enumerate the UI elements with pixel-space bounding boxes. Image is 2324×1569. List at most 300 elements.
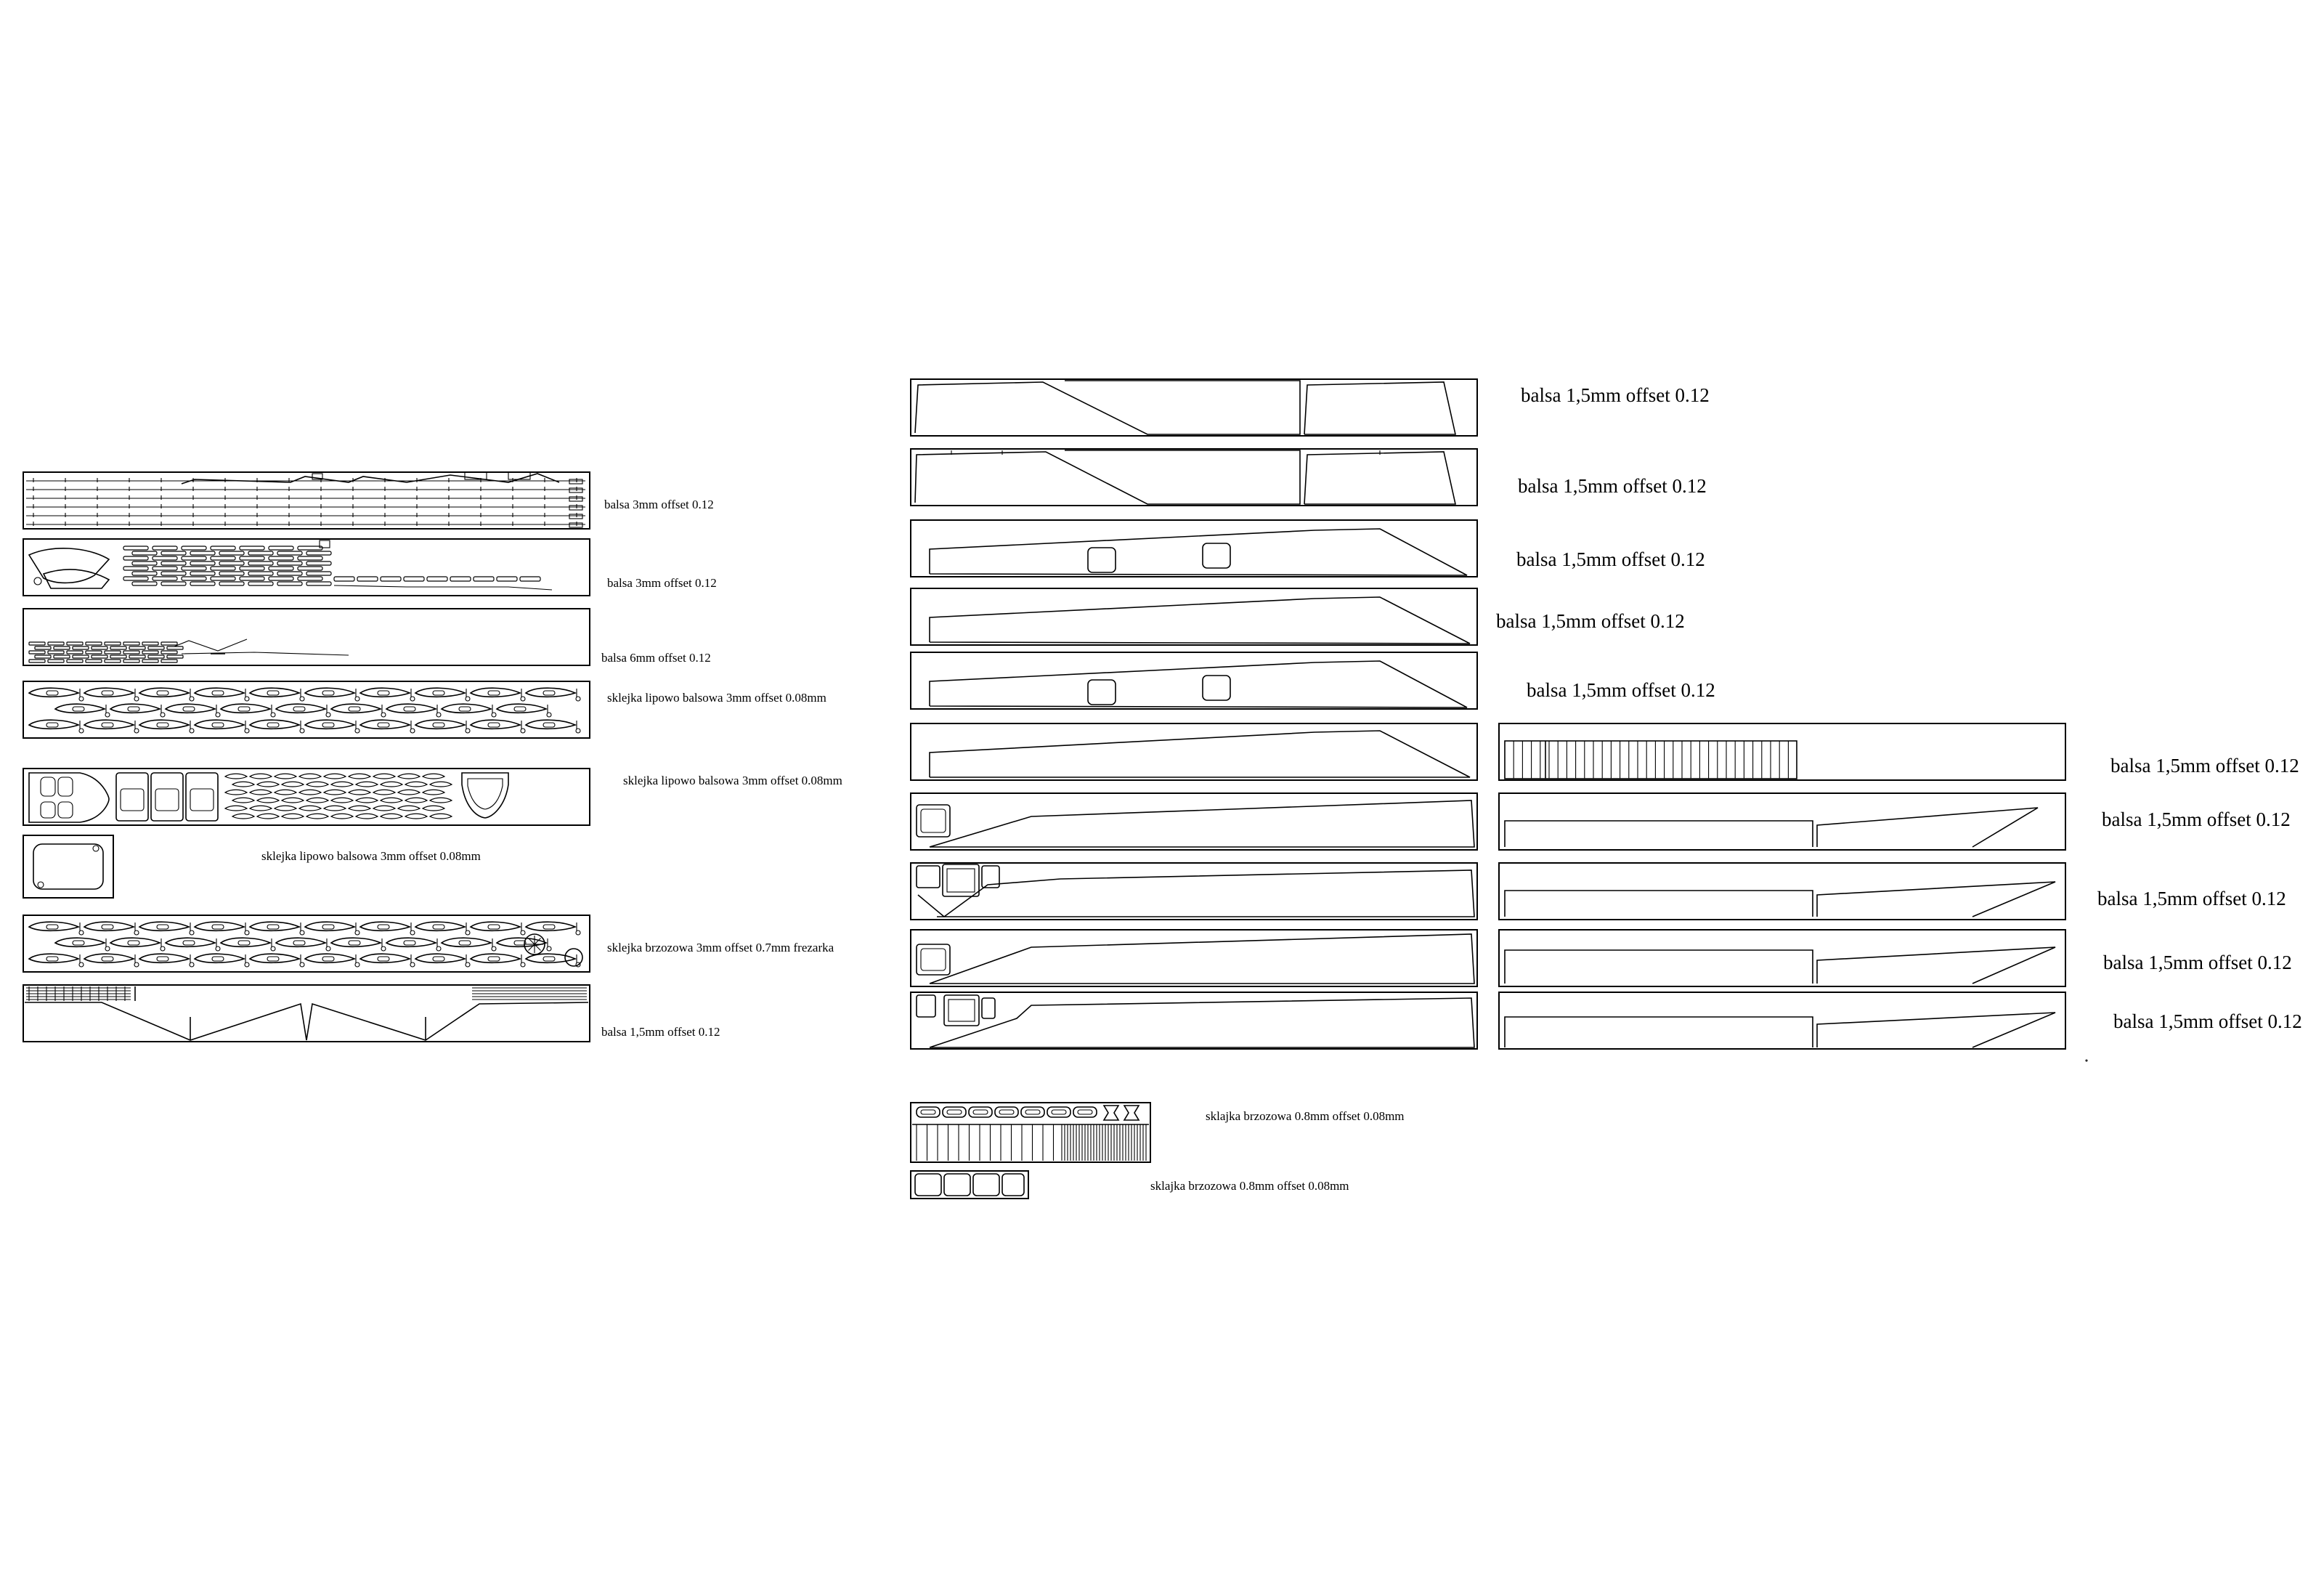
cut-line [576,697,580,701]
cut-line [381,814,402,819]
cut-line [306,572,331,575]
cut-line [67,642,83,645]
cut-line [299,774,321,779]
cut-line [250,774,272,779]
cut-line [331,814,353,819]
cut-line [373,806,395,811]
cut-line [161,651,177,654]
cut-line [450,577,471,581]
cut-line [326,946,330,951]
cut-line [995,1107,1018,1117]
cut-line [238,707,250,711]
birch-parts [29,922,582,967]
cut-line [275,790,296,795]
cut-line [404,941,415,945]
balsa-6mm-parts [29,639,349,662]
plywood-parts-1 [29,688,580,733]
cut-line [73,941,84,945]
cut-line [306,561,331,565]
cut-line [331,798,353,803]
cut-line [190,551,215,555]
cut-line [277,551,302,555]
cut-line [153,567,177,570]
cut-line [67,651,83,654]
cut-line [116,773,148,821]
cut-line [306,814,328,819]
cut-line [161,561,186,565]
cut-line [356,798,378,803]
cut-line [355,931,359,935]
cut-line [324,806,346,811]
sheet-balsa-r3 [1499,863,2065,920]
cut-line [250,790,272,795]
cut-line [306,782,328,787]
cut-line [378,957,389,961]
cut-line [79,697,84,701]
cut-line [155,789,179,811]
cut-line [123,556,148,560]
cut-line [521,697,525,701]
cut-line [92,655,107,658]
cut-line [132,561,157,565]
cut-line [973,1110,988,1114]
cut-line [299,806,321,811]
cut-line [267,957,279,961]
cut-line [128,707,139,711]
cut-line [211,556,235,560]
cut-line [190,729,194,733]
cut-line [373,774,395,779]
cut-line [355,697,359,701]
cut-line [378,723,389,727]
label-sheet-6: sklejka lipowo balsowa 3mm offset 0.08mm [261,849,481,863]
cut-line [105,651,121,654]
cut-line [161,582,186,585]
sheet-balsa-m2 [911,449,1477,506]
cut-line [466,697,470,701]
cut-line [322,957,334,961]
cut-line [190,931,194,935]
cut-line [190,572,215,575]
cut-line [430,798,452,803]
label-r3: balsa 1,5mm offset 0.12 [2097,888,2286,909]
label-m1: balsa 1,5mm offset 0.12 [1521,384,1710,406]
sheet-balsa-m4 [911,588,1477,645]
cut-line [161,642,177,645]
cut-line [405,814,427,819]
cut-line [105,642,121,645]
cut-line [1078,1110,1092,1114]
cut-line [282,798,304,803]
cut-line [248,582,273,585]
cut-line [306,798,328,803]
sheet-plywood-lime-balsa-2 [23,769,590,825]
sheet-balsa-m6 [911,723,1477,780]
cut-line [29,642,45,645]
cut-line [569,523,582,527]
cut-line [277,561,302,565]
cut-line [433,691,444,695]
cut-line [105,713,110,717]
cut-line [275,806,296,811]
cut-line [102,691,113,695]
cut-line [54,655,70,658]
cut-line [521,729,525,733]
label-sheet-2: balsa 3mm offset 0.12 [607,576,717,590]
cut-line [41,777,55,796]
cut-line [521,931,525,935]
cut-line [468,779,503,809]
cut-line [29,548,109,583]
cut-line [123,546,148,550]
cut-line [267,723,279,727]
cut-line [123,567,148,570]
cut-line [514,707,526,711]
cut-line [423,790,444,795]
cut-line [298,546,322,550]
cut-line [521,962,525,967]
cut-line [86,642,102,645]
cut-line [54,646,70,649]
cut-line [355,962,359,967]
cut-line [322,925,334,929]
label-r1: balsa 1,5mm offset 0.12 [2110,755,2299,777]
stray-point [2086,1060,2087,1061]
cut-line [356,814,378,819]
cut-line [250,806,272,811]
cut-line [142,642,158,645]
cut-line [183,707,195,711]
slat-parts [1505,741,1797,779]
cut-line [238,941,250,945]
cut-line [267,691,279,695]
cut-line [132,551,157,555]
cut-line [269,567,293,570]
cut-line [123,642,139,645]
cut-line [73,646,89,649]
cut-line [216,713,220,717]
sheet-birch-0-8mm-1 [911,1103,1150,1162]
birch-thin-parts [912,1106,1149,1161]
cut-line [427,577,447,581]
cut-line [58,802,73,818]
cut-line [459,941,471,945]
sheet-balsa-m3 [911,520,1477,577]
cut-line [404,707,415,711]
cut-line [219,561,244,565]
cut-line [349,774,370,779]
sheet-balsa-m1 [911,379,1477,436]
cut-line [92,646,107,649]
cut-line [48,642,64,645]
cut-line [269,577,293,580]
label-b1: sklajka brzozowa 0.8mm offset 0.08mm [1206,1109,1405,1123]
cut-line [248,561,273,565]
cut-line [423,806,444,811]
cut-line [29,660,45,662]
cut-line [182,556,206,560]
cut-line [110,655,126,658]
cut-line [349,790,370,795]
cut-line [381,946,386,951]
sheet-plywood-lime-balsa-1 [23,681,590,738]
cut-line [436,713,441,717]
label-sheet-4: sklejka lipowo balsowa 3mm offset 0.08mm [607,691,826,705]
cut-line [334,577,354,581]
cut-line [356,782,378,787]
cut-line [410,962,415,967]
cut-line [67,660,83,662]
cut-line [293,707,305,711]
cut-line [161,660,177,662]
label-r5: balsa 1,5mm offset 0.12 [2113,1010,2302,1032]
cut-line [433,925,444,929]
cut-line [219,582,244,585]
label-m5: balsa 1,5mm offset 0.12 [1527,679,1715,701]
cut-line [257,814,279,819]
cut-line [405,782,427,787]
cut-line [142,651,158,654]
cut-line [569,488,582,492]
cut-line [1104,1106,1118,1120]
sheet-balsa-r2 [1499,793,2065,850]
cut-line [576,729,580,733]
balsa-wing-parts [26,986,587,1001]
cut-line [349,707,360,711]
cut-line [245,729,249,733]
label-r2: balsa 1,5mm offset 0.12 [2102,808,2291,830]
cut-line [48,651,64,654]
cut-line [245,931,249,935]
cut-line [182,546,206,550]
label-sheet-8: balsa 1,5mm offset 0.12 [601,1025,720,1039]
cut-line [1124,1106,1139,1120]
cut-line [1021,1107,1044,1117]
cut-line [73,707,84,711]
cut-line [142,660,158,662]
cut-line [459,707,471,711]
cut-line [378,691,389,695]
cut-line [404,577,424,581]
cut-line [58,777,73,796]
cut-line [212,691,224,695]
cut-line [102,925,113,929]
cut-line [969,1107,992,1117]
cut-line [282,782,304,787]
cut-line [543,691,555,695]
cut-line [1073,1107,1097,1117]
cut-line [466,931,470,935]
cut-line [1052,1110,1066,1114]
cut-line [324,774,346,779]
cut-line [79,962,84,967]
cut-line [134,729,139,733]
sheet-birch-plywood-3mm [23,915,590,972]
cut-line [410,931,415,935]
cut-line [225,774,247,779]
cut-line [569,506,582,510]
cut-line [326,713,330,717]
sheet-balsa-6mm [23,609,590,665]
cut-line [547,713,551,717]
cut-line [123,660,139,662]
cut-line [324,790,346,795]
cut-line [153,577,177,580]
cut-line [183,941,195,945]
cut-line [86,660,102,662]
cut-line [331,782,353,787]
cut-line [245,697,249,701]
cut-line [378,925,389,929]
cut-line [508,472,530,479]
cut-line [157,925,168,929]
cut-line [212,925,224,929]
cut-line [46,957,58,961]
cut-line [497,577,517,581]
cut-line [547,946,551,951]
cut-line [520,577,540,581]
cut-line [134,931,139,935]
cut-line [123,651,139,654]
cut-line [488,691,500,695]
cut-line [190,697,194,701]
sheet-balsa-3mm-strips [23,472,590,529]
cut-line [322,691,334,695]
cut-line [134,697,139,701]
sheet-balsa-r5 [1499,992,2065,1049]
cut-line [492,946,496,951]
sheet-balsa-m7 [911,793,1477,850]
cut-line [232,782,254,787]
cut-line [299,790,321,795]
cut-line [543,723,555,727]
cut-line [132,582,157,585]
cut-line [999,1110,1014,1114]
cut-line [86,651,102,654]
cut-line [269,546,293,550]
cut-line [282,814,304,819]
cut-line [151,773,183,821]
cut-line [917,1107,940,1117]
cut-line [381,713,386,717]
cut-line [349,941,360,945]
cut-line [153,546,177,550]
cut-line [576,931,580,935]
label-b2: sklajka brzozowa 0.8mm offset 0.08mm [1150,1179,1349,1193]
cut-line [943,1107,966,1117]
cut-line [257,782,279,787]
cut-line [543,957,555,961]
cut-line [410,697,415,701]
cut-line [190,561,215,565]
cut-line [129,646,145,649]
cut-line [569,497,582,501]
cut-line [423,774,444,779]
cut-line [35,655,51,658]
cut-line [216,946,220,951]
sheet-balsa-3mm-ribs [23,539,590,596]
sheet-plywood-lime-balsa-3 [23,835,113,898]
cut-line [79,729,84,733]
strip-parts [26,472,585,527]
cut-line [212,957,224,961]
cut-line [232,798,254,803]
cut-line [211,567,235,570]
cut-line [128,941,139,945]
cut-line [293,941,305,945]
cut-line [161,946,165,951]
cut-line [466,729,470,733]
cut-line [405,798,427,803]
cut-line [277,572,302,575]
cut-line [167,646,183,649]
cut-line [488,925,500,929]
cut-line [34,577,41,585]
cut-line [349,806,370,811]
cut-line [182,474,559,484]
cut-line [565,949,582,966]
cut-line [298,577,322,580]
sheet-balsa-m8 [911,863,1477,920]
cut-line [1025,1110,1040,1114]
cut-line [148,646,164,649]
cut-line [306,551,331,555]
cut-line [300,697,304,701]
cut-line [182,567,206,570]
cut-line [219,551,244,555]
cut-line [322,723,334,727]
sheet-birch-0-8mm-2 [911,1171,1028,1199]
cut-line [232,814,254,819]
cut-line [29,651,45,654]
cut-line [430,782,452,787]
cut-line [240,546,264,550]
cut-line [174,639,247,651]
cut-line [462,773,508,818]
cut-line [240,577,264,580]
cut-line [492,713,496,717]
cut-line [167,655,183,658]
sheet-balsa-r1 [1499,723,2065,780]
cut-line [46,723,58,727]
cut-line [355,729,359,733]
cut-line [44,569,109,588]
cut-line [357,577,378,581]
cut-line [73,655,89,658]
cut-line [240,556,264,560]
label-sheet-1: balsa 3mm offset 0.12 [604,498,714,511]
cut-line [298,556,322,560]
sheet-balsa-m10 [911,992,1477,1049]
cut-line [161,713,165,717]
cut-line [271,713,275,717]
cut-line [245,962,249,967]
cut-line [41,802,55,818]
cut-line [277,582,302,585]
cut-line [190,962,194,967]
cut-line [157,691,168,695]
cut-line [269,556,293,560]
cut-line [433,723,444,727]
cut-line [275,774,296,779]
label-sheet-5: sklejka lipowo balsowa 3mm offset 0.08mm [623,774,842,787]
label-sheet-7: sklejka brzozowa 3mm offset 0.7mm frezarka [607,941,834,954]
label-m2: balsa 1,5mm offset 0.12 [1518,475,1707,497]
cut-line [134,962,139,967]
cut-line [225,790,247,795]
cut-line [48,660,64,662]
cut-line [219,572,244,575]
